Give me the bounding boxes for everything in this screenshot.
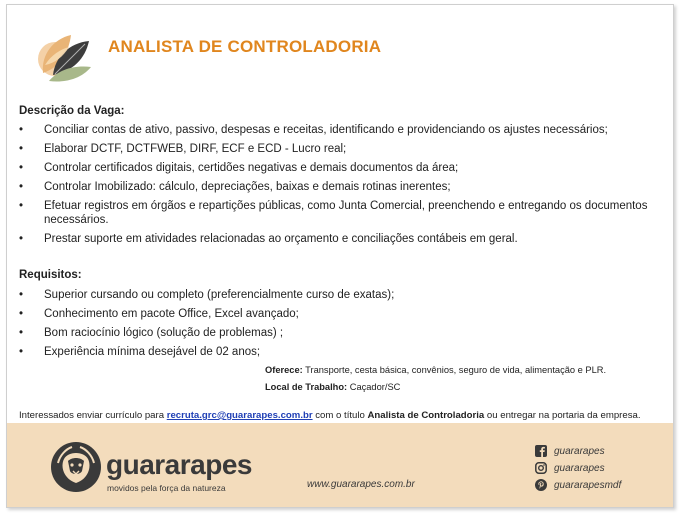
description-heading: Descrição da Vaga:	[19, 105, 125, 117]
list-item: • Bom raciocínio lógico (solução de problemas) ;	[19, 326, 669, 340]
lion-emblem-icon	[50, 441, 102, 493]
contact-suffix: ou entregar na portaria da empresa.	[484, 410, 641, 421]
leaves-logo-icon	[35, 29, 97, 87]
benefits-line	[265, 365, 606, 375]
list-item: • Controlar certificados digitais, certidões negativas e demais documentos da área;	[19, 161, 669, 175]
list-item: • Efetuar registros em órgãos e repartições públicas, como Junta Comercial, preenchendo e entregando os documentos necessários.	[19, 199, 669, 227]
list-item: • Controlar Imobilizado: cálculo, depreciações, baixas e demais rotinas inerentes;	[19, 180, 669, 194]
requirements-list	[19, 288, 669, 364]
website-link[interactable]: www.guararapes.com.br	[307, 479, 415, 490]
pinterest-icon	[535, 479, 547, 491]
brand-tagline: movidos pela força da natureza	[107, 483, 226, 493]
social-pinterest[interactable]	[535, 477, 621, 493]
workplace-label: Local de Trabalho:	[265, 382, 348, 392]
list-item: • Conhecimento em pacote Office, Excel avançado;	[19, 307, 669, 321]
list-item: • Conciliar contas de ativo, passivo, despesas e receitas, identificando e providenciando os ajustes necessários;	[19, 123, 669, 137]
social-links	[535, 443, 621, 494]
list-item: • Superior cursando ou completo (preferencialmente curso de exatas);	[19, 288, 669, 302]
description-list	[19, 123, 669, 251]
list-item: • Experiência mínima desejável de 02 anos;	[19, 345, 669, 359]
facebook-icon	[535, 445, 547, 457]
workplace-value: Caçador/SC	[347, 382, 401, 392]
benefits-label: Oferece:	[265, 365, 303, 375]
contact-subject: Analista de Controladoria	[367, 410, 485, 421]
contact-prefix: Interessados enviar currículo para	[19, 410, 167, 421]
brand-name: guararapes	[106, 449, 252, 480]
requirements-heading: Requisitos:	[19, 269, 82, 281]
footer-banner	[7, 423, 674, 508]
social-instagram[interactable]	[535, 460, 621, 476]
email-link[interactable]: recruta.grc@guararapes.com.br	[166, 410, 313, 421]
instagram-icon	[535, 462, 547, 474]
social-handle: guararapes	[554, 462, 605, 474]
social-handle: guararapes	[554, 445, 605, 457]
social-handle: guararapesmdf	[554, 479, 622, 491]
job-title: ANALISTA DE CONTROLADORIA	[108, 37, 382, 56]
list-item: • Prestar suporte em atividades relacionadas ao orçamento e conciliações contábeis em geral.	[19, 232, 669, 246]
social-facebook[interactable]	[535, 443, 621, 459]
benefits-value: Transporte, cesta básica, convênios, seguro de vida, alimentação e PLR.	[302, 365, 607, 375]
list-item: • Elaborar DCTF, DCTFWEB, DIRF, ECF e ECD - Lucro real;	[19, 142, 669, 156]
contact-line	[19, 410, 641, 421]
job-posting-page	[6, 4, 674, 508]
workplace-line	[265, 382, 400, 392]
contact-middle: com o título	[312, 410, 368, 421]
